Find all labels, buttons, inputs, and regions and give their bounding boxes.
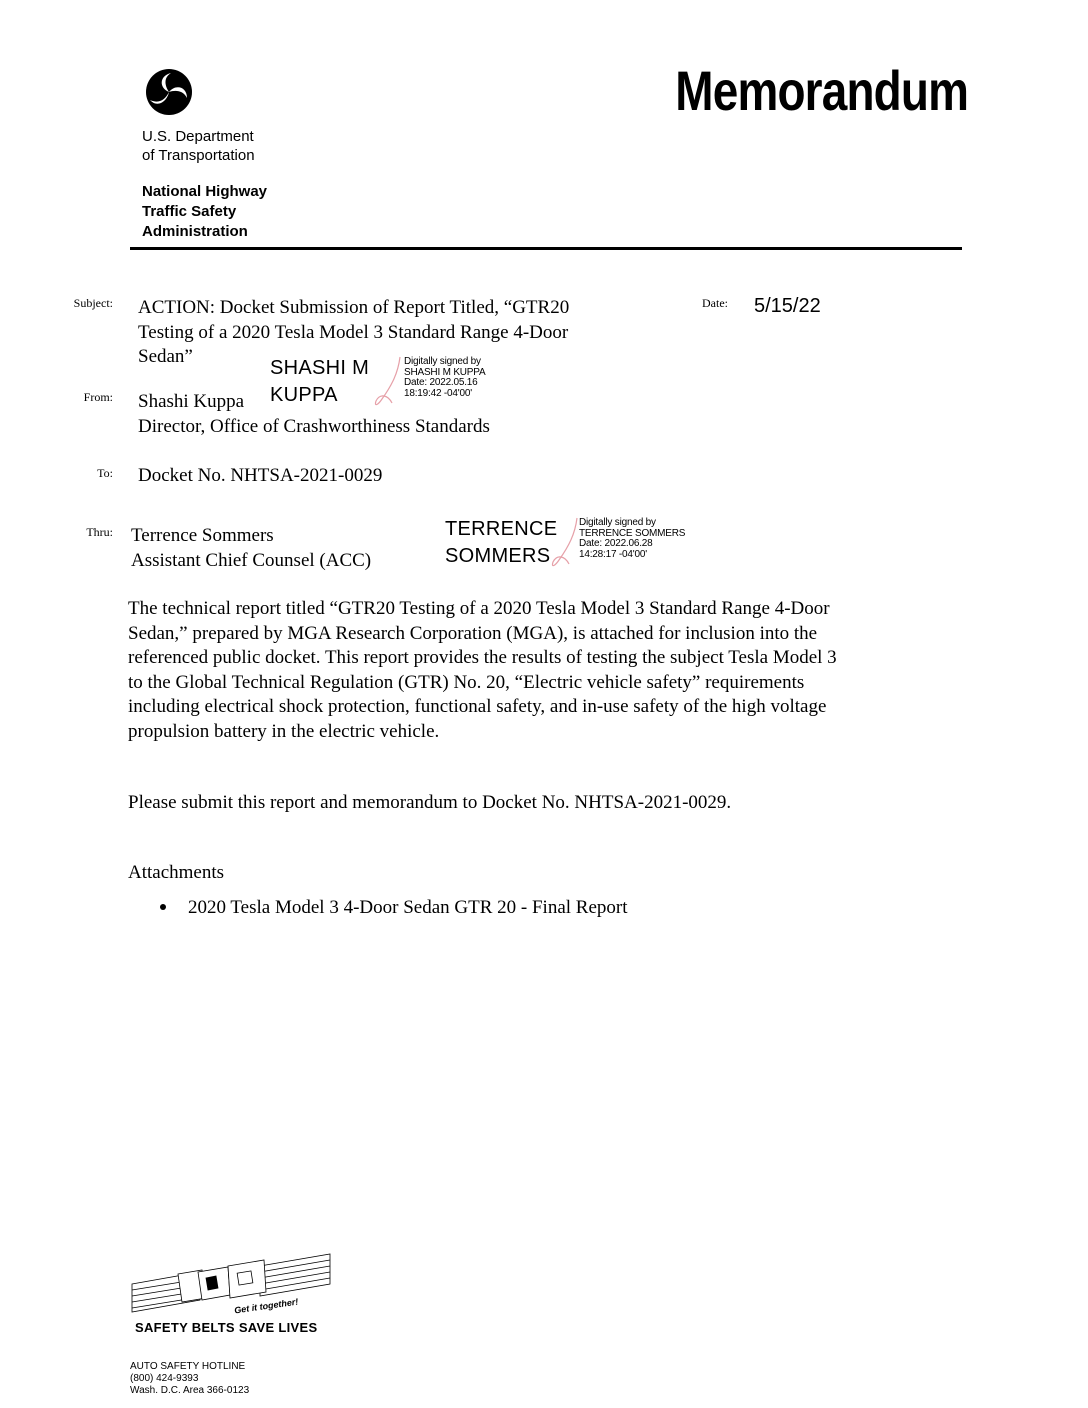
body-line: to the Global Technical Regulation (GTR) No. 20, “Electric vehicle safety” requirements	[128, 671, 805, 693]
body-line: including electrical shock protection, functional safety, and in-use safety of the high voltage	[128, 696, 827, 717]
date-label: Date:	[702, 296, 728, 310]
hotline-line: Wash. D.C. Area 366-0123	[130, 1385, 250, 1396]
safety-slogan: SAFETY BELTS SAVE LIVES	[135, 1320, 318, 1335]
seat-belt-icon	[130, 1252, 332, 1318]
body-line: The technical report titled “GTR20 Testing of a 2020 Tesla Model 3 Standard Range 4-Door	[128, 598, 830, 619]
signature-detail: 18:19:42 -04'00'	[404, 387, 472, 399]
agency-line: National Highway	[142, 183, 268, 200]
signature-details	[579, 518, 685, 560]
signer-name-line: KUPPA	[270, 384, 338, 406]
signer-name-line: TERRENCE	[445, 518, 558, 540]
to-value: Docket No. NHTSA-2021-0029	[138, 465, 383, 486]
belt-tagline: Get it together!	[233, 1296, 299, 1316]
subject-line: Testing of a 2020 Tesla Model 3 Standard Range 4-Door	[138, 321, 569, 343]
body-line: referenced public docket. This report provides the results of testing the subject Tesla Model 3	[128, 647, 837, 668]
signature-detail: Digitally signed by	[579, 517, 656, 528]
department-line: U.S. Department	[142, 128, 254, 145]
agency-line: Administration	[142, 223, 248, 240]
signature-detail: Digitally signed by	[404, 356, 481, 367]
signer-name-line: SOMMERS	[445, 545, 551, 567]
attachment-item	[160, 896, 628, 921]
from-name: Shashi Kuppa	[138, 391, 245, 412]
hotline-line: AUTO SAFETY HOTLINE	[130, 1361, 246, 1372]
signature-detail: Date: 2022.05.16	[404, 377, 478, 388]
attachments-heading: Attachments	[128, 862, 225, 883]
subject-label: Subject:	[73, 296, 113, 310]
agency-line: Traffic Safety	[142, 203, 237, 220]
body-line: propulsion battery in the electric vehicle.	[128, 720, 440, 742]
signature-detail: TERRENCE SOMMERS	[579, 527, 686, 539]
attachments-list	[160, 896, 628, 921]
subject-line: ACTION: Docket Submission of Report Titled, “GTR20	[138, 297, 570, 318]
department-line: of Transportation	[142, 147, 255, 164]
from-label: From:	[83, 390, 113, 404]
header-divider	[130, 247, 962, 250]
bullet-icon	[160, 904, 166, 910]
thru-name: Terrence Sommers	[131, 525, 274, 546]
thru-label: Thru:	[86, 525, 113, 539]
department-name	[142, 127, 255, 165]
dot-logo-icon	[145, 68, 193, 116]
date-value: 5/15/22	[754, 295, 821, 317]
signature-details	[404, 357, 485, 399]
signer-name	[270, 355, 369, 409]
signature-detail: SHASHI M KUPPA	[404, 366, 486, 378]
memo-title: Memorandum	[675, 59, 968, 122]
hotline-info	[130, 1361, 249, 1397]
body-paragraph	[128, 597, 837, 744]
to-label: To:	[97, 466, 113, 480]
signer-name-line: SHASHI M	[270, 357, 370, 379]
thru-text	[131, 524, 371, 573]
thru-title: Assistant Chief Counsel (ACC)	[131, 549, 372, 571]
signer-name	[445, 516, 557, 570]
attachment-label: 2020 Tesla Model 3 4-Door Sedan GTR 20 - Final Report	[188, 897, 628, 918]
body-line: Sedan,” prepared by MGA Research Corporation (MGA), is attached for inclusion into the	[128, 622, 818, 644]
from-title: Director, Office of Crashworthiness Standards	[138, 415, 490, 437]
signature-detail: 14:28:17 -04'00'	[579, 548, 647, 560]
signature-detail: Date: 2022.06.28	[579, 538, 653, 549]
hotline-line: (800) 424-9393	[130, 1373, 199, 1384]
submit-instruction: Please submit this report and memorandum to Docket No. NHTSA-2021-0029.	[128, 792, 732, 813]
subject-line: Sedan”	[138, 346, 193, 367]
agency-name	[142, 182, 267, 242]
